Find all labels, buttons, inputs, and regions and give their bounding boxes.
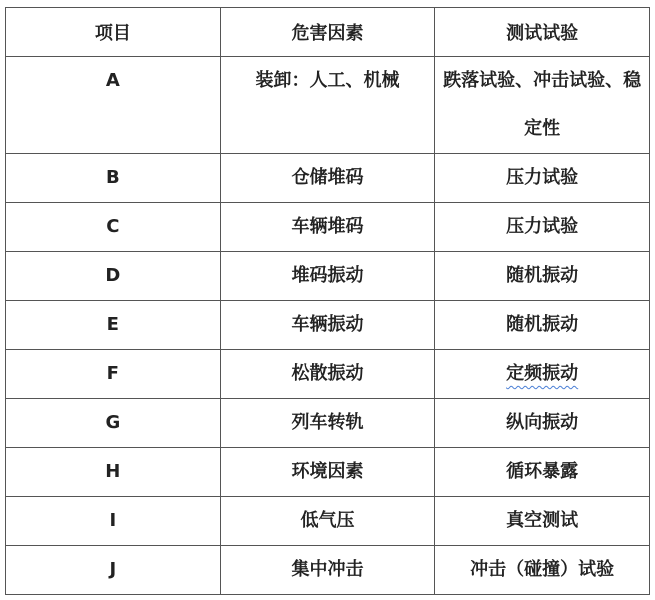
cell-hazard: 仓储堆码 bbox=[220, 154, 435, 203]
cell-hazard: 松散振动 bbox=[220, 350, 435, 399]
cell-test: 真空测试 bbox=[435, 497, 650, 546]
cell-hazard: 堆码振动 bbox=[220, 252, 435, 301]
cell-test: 纵向振动 bbox=[435, 399, 650, 448]
table-row bbox=[6, 399, 650, 448]
table-row bbox=[6, 57, 650, 154]
cell-item: E bbox=[6, 301, 221, 350]
cell-item: F bbox=[6, 350, 221, 399]
table-row bbox=[6, 497, 650, 546]
cell-test: 随机振动 bbox=[435, 301, 650, 350]
cell-item: H bbox=[6, 448, 221, 497]
cell-item: I bbox=[6, 497, 221, 546]
table-row bbox=[6, 301, 650, 350]
header-row bbox=[6, 8, 650, 57]
cell-hazard: 装卸：人工、机械 bbox=[220, 57, 435, 154]
cell-item: D bbox=[6, 252, 221, 301]
table-row bbox=[6, 203, 650, 252]
cell-hazard: 列车转轨 bbox=[220, 399, 435, 448]
cell-hazard: 环境因素 bbox=[220, 448, 435, 497]
cell-test: 压力试验 bbox=[435, 203, 650, 252]
cell-item: C bbox=[6, 203, 221, 252]
cell-item: B bbox=[6, 154, 221, 203]
table-row bbox=[6, 448, 650, 497]
cell-item: J bbox=[6, 546, 221, 595]
cell-hazard: 集中冲击 bbox=[220, 546, 435, 595]
table-row bbox=[6, 252, 650, 301]
cell-test: 跌落试验、冲击试验、稳定性 bbox=[435, 57, 650, 154]
table-row bbox=[6, 350, 650, 399]
hazard-test-table bbox=[5, 7, 650, 595]
cell-item: A bbox=[6, 57, 221, 154]
cell-test: 压力试验 bbox=[435, 154, 650, 203]
header-test: 测试试验 bbox=[435, 8, 650, 57]
cell-test: 循环暴露 bbox=[435, 448, 650, 497]
cell-hazard: 车辆振动 bbox=[220, 301, 435, 350]
header-hazard: 危害因素 bbox=[220, 8, 435, 57]
header-item: 项目 bbox=[6, 8, 221, 57]
table-row bbox=[6, 154, 650, 203]
cell-test: 冲击（碰撞）试验 bbox=[435, 546, 650, 595]
table-row bbox=[6, 546, 650, 595]
spellcheck-underlined-text: 定频振动 bbox=[506, 363, 579, 384]
cell-hazard: 车辆堆码 bbox=[220, 203, 435, 252]
cell-hazard: 低气压 bbox=[220, 497, 435, 546]
cell-item: G bbox=[6, 399, 221, 448]
cell-test: 随机振动 bbox=[435, 252, 650, 301]
cell-test bbox=[435, 350, 650, 399]
